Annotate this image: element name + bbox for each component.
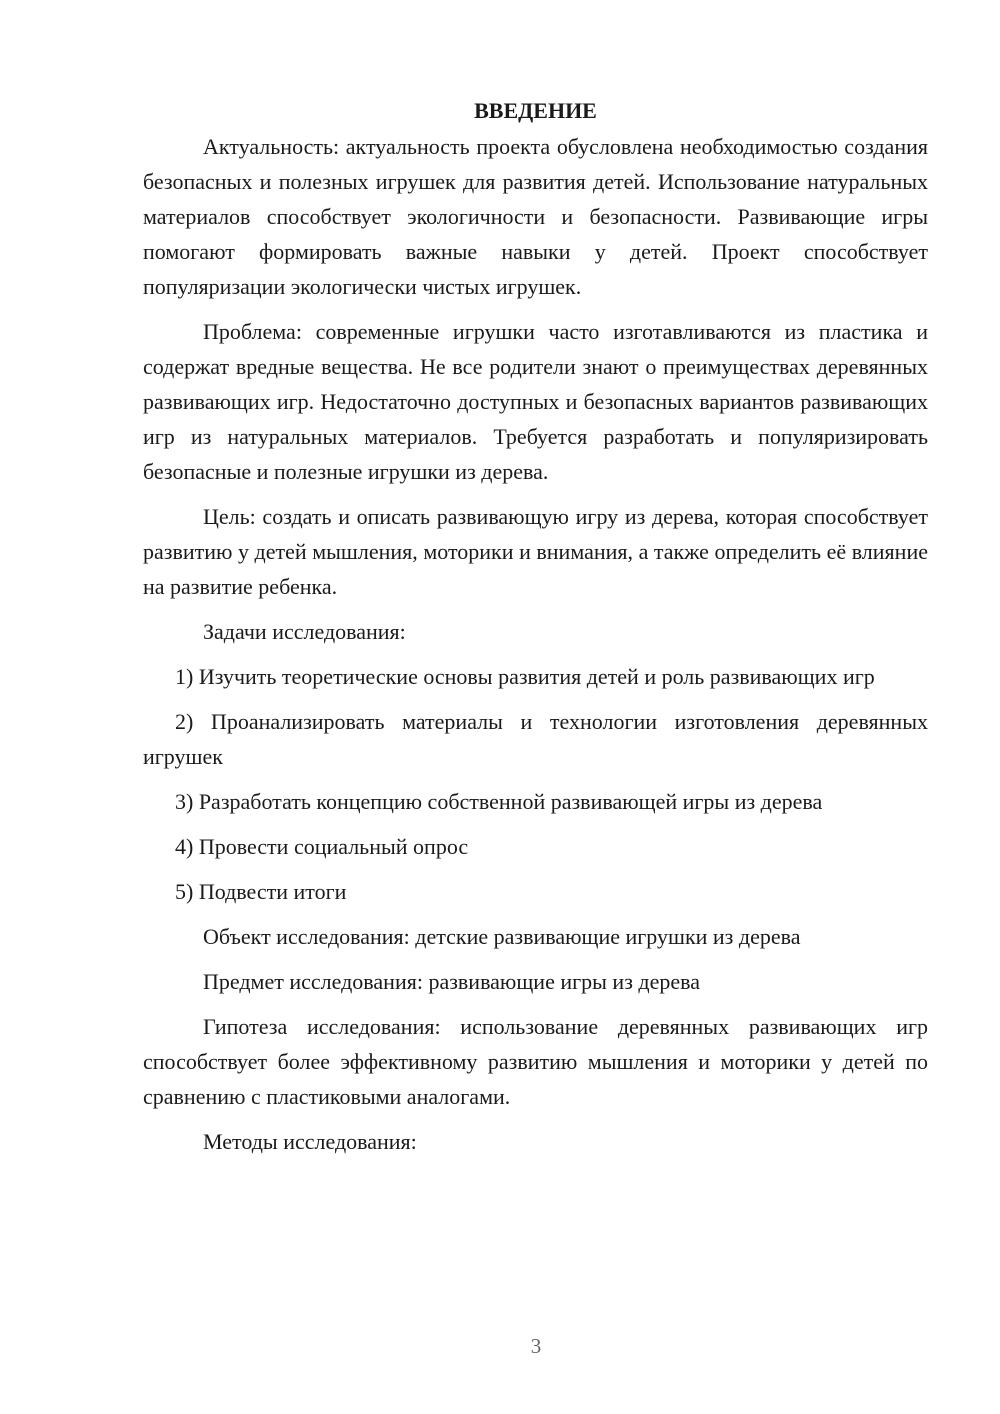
goal-paragraph: Цель: создать и описать развивающую игру из дерева, которая способствует развитию у детей мышления, моторики и внимания, а также определить её влияние на развитие ребенка. xyxy=(143,504,928,599)
section-heading: ВВЕДЕНИЕ xyxy=(474,98,597,123)
object-paragraph: Объект исследования: детские развивающие игрушки из дерева xyxy=(203,924,801,949)
task-item-1: 1) Изучить теоретические основы развития детей и роль развивающих игр xyxy=(175,664,875,689)
task-item-3: 3) Разработать концепцию собственной развивающей игры из дерева xyxy=(175,789,823,814)
page-number: 3 xyxy=(530,1334,542,1358)
hypothesis-paragraph: Гипотеза исследования: использование деревянных развивающих игр способствует более эффективному развитию мышления и моторики у детей по сравнению с пластиковыми аналогами. xyxy=(143,1014,928,1109)
task-item-5: 5) Подвести итоги xyxy=(175,879,347,904)
methods-paragraph: Методы исследования: xyxy=(203,1129,417,1154)
problem-paragraph: Проблема: современные игрушки часто изготавливаются из пластика и содержат вредные вещества. Не все родители знают о преимуществах деревянных развивающих игр. Недостаточно доступных и безопасных вариантов развивающих игр из натуральных материалов. Требуется разработать и популяризировать безопасные и полезные игрушки из дерева. xyxy=(143,319,928,484)
subject-paragraph: Предмет исследования: развивающие игры из дерева xyxy=(203,969,700,994)
relevance-paragraph: Актуальность: актуальность проекта обусловлена необходимостью создания безопасных и полезных игрушек для развития детей. Использование натуральных материалов способствует экологичности и безопасности. Развивающие игры помогают формировать важные навыки у детей. Проект способствует популяризации экологически чистых игрушек. xyxy=(143,134,928,299)
task-item-4: 4) Провести социальный опрос xyxy=(175,834,469,859)
tasks-intro: Задачи исследования: xyxy=(203,619,406,644)
task-item-2: 2) Проанализировать материалы и технологии изготовления деревянных игрушек xyxy=(143,709,928,769)
page-content xyxy=(143,95,928,1169)
